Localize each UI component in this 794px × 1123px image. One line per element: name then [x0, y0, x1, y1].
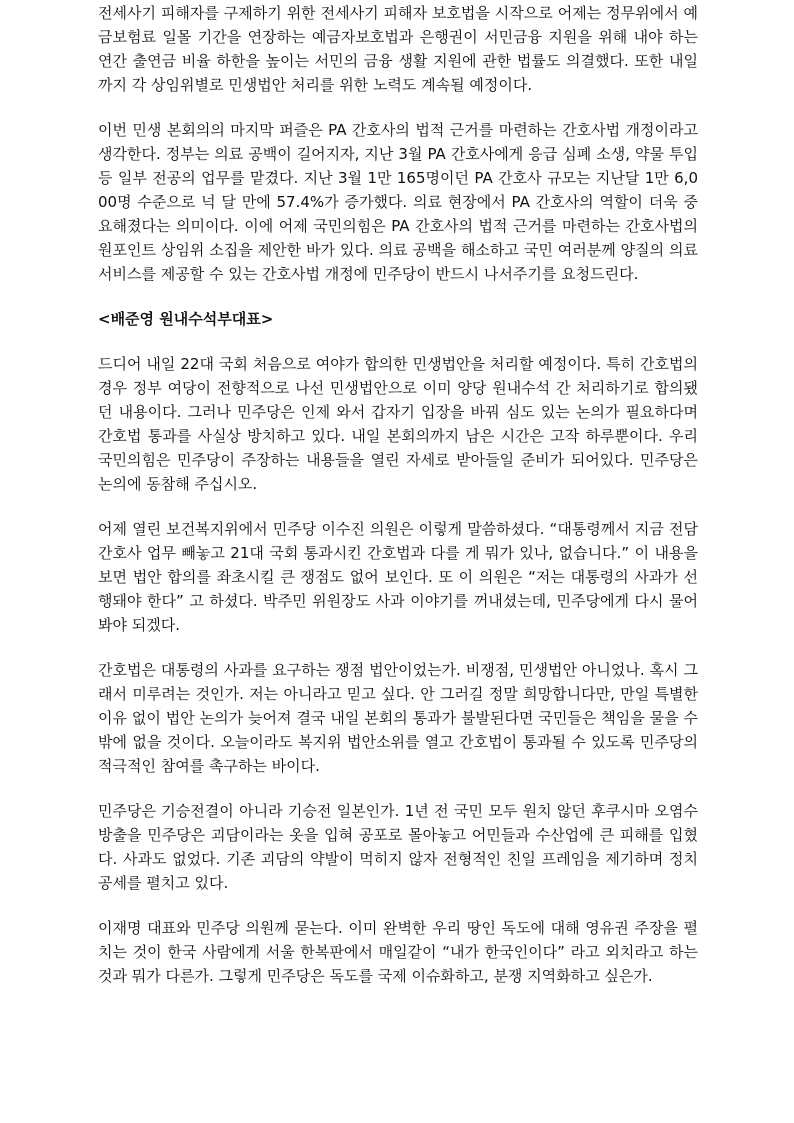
paragraph-livelihood-bills: 드디어 내일 22대 국회 처음으로 여야가 합의한 민생법안을 처리할 예정이다. 특히 간호법의 경우 정부 여당이 전향적으로 나선 민생법안으로 이미 양당 원내수석 간 처리하기로 합의됐던 내용이다. 그러나 민주당은 인제 와서 갑자기 입장을 바꿔 심도 있는 논의가 필요하다며 간호법 통과를 사실상 방치하고 있다. 내일 본회의까지 남은 시간은 고작 하루뿐이다. 우리 국민의힘은 민주당이 주장하는 내용들을 열린 자세로 받아들일 준비가 되어있다. 민주당은 논의에 동참해 주십시오.: [98, 355, 698, 493]
paragraph-pa-nurse-law: 이번 민생 본회의의 마지막 퍼즐은 PA 간호사의 법적 근거를 마련하는 간호사법 개정이라고 생각한다. 정부는 의료 공백이 길어지자, 지난 3월 PA 간호사에게 응급 심폐 소생, 약물 투입 등 일부 전공의 업무를 맡겼다. 지난 3월 1만 165명이던 PA 간호사 규모는 지난달 1만 6,000명 수준으로 넉 달 만에 57.4%가 증가했다. 의료 현장에서 PA 간호사의 역할이 더욱 중요해졌다는 의미이다. 이에 어제 국민의힘은 PA 간호사의 법적 근거를 마련하는 간호사법의 원포인트 상임위 소집을 제안한 바가 있다. 의료 공백을 해소하고 국민 여러분께 양질의 의료서비스를 제공할 수 있는 간호사법 개정에 민주당이 반드시 나서주기를 요청드린다.: [98, 121, 698, 283]
paragraph-dokdo: 이재명 대표와 민주당 의원께 묻는다. 이미 완벽한 우리 땅인 독도에 대해 영유권 주장을 펼치는 것이 한국 사람에게 서울 한복판에서 매일같이 “내가 한국인이다” 라고 외치라고 하는 것과 뭐가 다른가. 그렇게 민주당은 독도를 국제 이슈화하고, 분쟁 지역화하고 싶은가.: [98, 919, 698, 985]
paragraph-relief-bills: 전세사기 피해자를 구제하기 위한 전세사기 피해자 보호법을 시작으로 어제는 정무위에서 예금보험료 일몰 기간을 연장하는 예금자보호법과 은행권이 서민금융 지원을 위해 내야 하는 연간 출연금 비율 하한을 높이는 서민의 금융 생활 지원에 관한 법률도 의결했다. 또한 내일까지 각 상임위별로 민생법안 처리를 위한 노력도 계속될 예정이다.: [98, 4, 698, 94]
paragraph-nursing-law-issue: 간호법은 대통령의 사과를 요구하는 쟁점 법안이었는가. 비쟁점, 민생법안 아니었나. 혹시 그래서 미루려는 것인가. 저는 아니라고 믿고 싶다. 안 그러길 정말 희망합니다만, 만일 특별한 이유 없이 법안 논의가 늦어져 결국 내일 본회의 통과가 불발된다면 국민들은 책임을 물을 수밖에 없을 것이다. 오늘이라도 복지위 법안소위를 열고 간호법이 통과될 수 있도록 민주당의 적극적인 참여를 촉구하는 바이다.: [98, 661, 698, 775]
document-page: [98, 0, 698, 988]
speaker-heading: <배준영 원내수석부대표>: [98, 310, 274, 328]
paragraph-fukushima: 민주당은 기승전결이 아니라 기승전 일본인가. 1년 전 국민 모두 원치 않던 후쿠시마 오염수 방출을 민주당은 괴담이라는 옷을 입혀 공포로 몰아놓고 어민들과 수산업에 큰 피해를 입혔다. 사과도 없었다. 기존 괴담의 약발이 먹히지 않자 전형적인 친일 프레임을 제기하며 정치공세를 펼치고 있다.: [98, 802, 698, 892]
paragraph-welfare-committee: 어제 열린 보건복지위에서 민주당 이수진 의원은 이렇게 말씀하셨다. “대통령께서 지금 전담간호사 업무 빼놓고 21대 국회 통과시킨 간호법과 다를 게 뭐가 있나, 없습니다.” 이 내용을 보면 법안 합의를 좌초시킬 큰 쟁점도 없어 보인다. 또 이 의원은 “저는 대통령의 사과가 선행돼야 한다” 고 하셨다. 박주민 위원장도 사과 이야기를 꺼내셨는데, 민주당에게 다시 물어봐야 되겠다.: [98, 520, 698, 634]
